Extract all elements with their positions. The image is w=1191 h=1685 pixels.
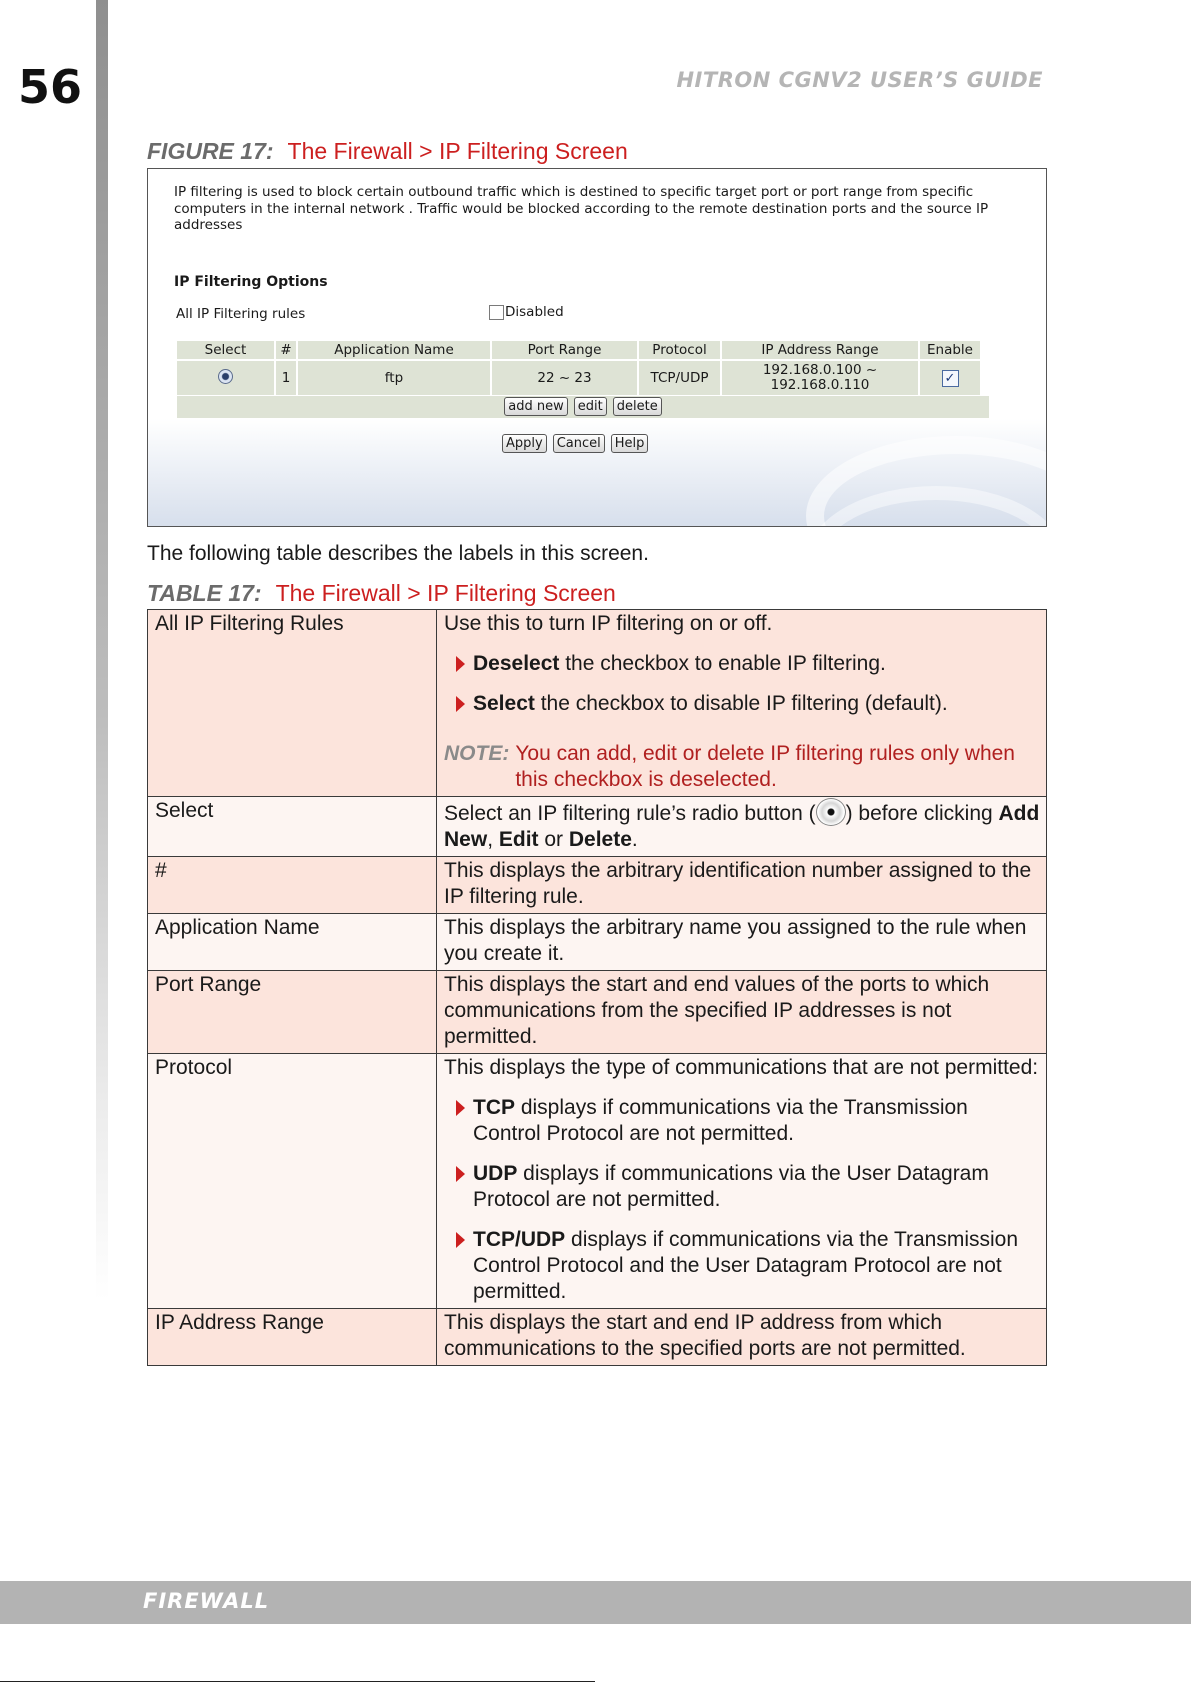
delete-button[interactable]: delete <box>613 397 662 416</box>
disabled-label: Disabled <box>505 304 564 320</box>
rule-button-bar <box>177 396 989 418</box>
table-row <box>148 857 1047 914</box>
bullet-arrow-icon <box>456 1232 465 1248</box>
bottom-rule <box>0 1681 595 1682</box>
column-header: Protocol <box>639 341 720 359</box>
rule-protocol: TCP/UDP <box>639 361 720 395</box>
ip-filtering-screenshot <box>147 168 1047 527</box>
column-header: Application Name <box>298 341 490 359</box>
bullet-arrow-icon <box>456 656 465 672</box>
radio-button-icon <box>816 798 846 826</box>
keyword-delete: Delete <box>568 828 632 851</box>
rule-app-name: ftp <box>298 361 490 395</box>
row-label: Select <box>148 797 437 857</box>
keyword-add-new: Add New <box>444 802 1040 851</box>
row-label: Application Name <box>148 914 437 971</box>
bullet-keyword: Deselect <box>473 652 560 675</box>
table-row <box>148 610 1047 797</box>
column-header: IP Address Range <box>722 341 918 359</box>
note-text: You can add, edit or delete IP filtering rules only when this checkbox is deselected. <box>515 742 1015 791</box>
bullet-arrow-icon <box>456 696 465 712</box>
table-intro-sentence: The following table describes the labels in this screen. <box>147 542 649 565</box>
bullet-text: displays if communications via the Transmission Control Protocol and the User Datagram Protocol are not permitted. <box>473 1228 1019 1303</box>
bullet-text: the checkbox to enable IP filtering. <box>559 652 886 675</box>
row-label: All IP Filtering Rules <box>148 610 437 797</box>
edit-button[interactable]: edit <box>574 397 607 416</box>
keyword-edit: Edit <box>498 828 539 851</box>
note-label: NOTE: <box>444 742 510 765</box>
bullet-item <box>444 691 1040 717</box>
bullet-keyword: TCP <box>473 1096 515 1119</box>
table-row <box>148 1054 1047 1309</box>
table-row <box>148 971 1047 1054</box>
side-bar-decoration <box>96 0 108 1300</box>
cancel-button[interactable]: Cancel <box>553 434 605 453</box>
apply-button[interactable]: Apply <box>502 434 547 453</box>
description-text: This displays the type of communications that are not permitted: <box>444 1056 1039 1079</box>
row-label: # <box>148 857 437 914</box>
rule-number: 1 <box>276 361 296 395</box>
select-cell <box>177 361 274 395</box>
rule-port-range: 22 ~ 23 <box>492 361 637 395</box>
table-row <box>148 797 1047 857</box>
column-header: Port Range <box>492 341 637 359</box>
column-header: Select <box>177 341 274 359</box>
footer-chapter-title: FIREWALL <box>143 1589 270 1613</box>
label-description-table <box>147 609 1047 1366</box>
row-description: This displays the arbitrary name you assigned to the rule when you create it. <box>437 914 1047 971</box>
description-text: Select an IP filtering rule’s radio button ( <box>444 802 816 825</box>
column-header: Enable <box>920 341 980 359</box>
row-label: Protocol <box>148 1054 437 1309</box>
bullet-keyword: Select <box>473 692 535 715</box>
row-description <box>437 610 1047 797</box>
row-description: This displays the start and end values of the ports to which communications from the specified IP addresses is not permitted. <box>437 971 1047 1054</box>
bullet-text: displays if communications via the User Datagram Protocol are not permitted. <box>473 1162 989 1211</box>
action-buttons <box>502 434 648 453</box>
rules-table <box>175 339 982 397</box>
bullet-keyword: TCP/UDP <box>473 1228 566 1251</box>
bullet-item <box>444 1095 1040 1147</box>
section-title: IP Filtering Options <box>174 274 328 290</box>
description-text: Use this to turn IP filtering on or off. <box>444 612 773 635</box>
table-row <box>148 914 1047 971</box>
bullet-keyword: UDP <box>473 1162 518 1185</box>
row-description <box>437 1054 1047 1309</box>
all-rules-label: All IP Filtering rules <box>176 306 306 322</box>
description-text: or <box>538 828 569 851</box>
bullet-arrow-icon <box>456 1166 465 1182</box>
figure-label: FIGURE 17: <box>147 138 274 164</box>
enable-cell <box>920 361 980 395</box>
description-text: , <box>487 828 499 851</box>
bullet-text: the checkbox to disable IP filtering (default). <box>534 692 948 715</box>
row-label: Port Range <box>148 971 437 1054</box>
row-description: This displays the start and end IP address from which communications to the specified ports are not permitted. <box>437 1309 1047 1366</box>
disabled-checkbox[interactable] <box>489 305 504 320</box>
table-row <box>148 1309 1047 1366</box>
bullet-item <box>444 651 1040 677</box>
page-number: 56 <box>18 60 83 114</box>
bullet-text: displays if communications via the Transmission Control Protocol are not permitted. <box>473 1096 968 1145</box>
bullet-arrow-icon <box>456 1100 465 1116</box>
select-radio-button[interactable] <box>218 369 233 384</box>
table-title: The Firewall > IP Filtering Screen <box>275 580 616 606</box>
figure-caption <box>147 138 628 165</box>
description-text: . <box>631 828 638 851</box>
enable-checkbox[interactable]: ✓ <box>942 370 959 387</box>
screen-intro-text: IP filtering is used to block certain outbound traffic which is destined to specific target port or port range from specific computers in the internal network . Traffic would be blocked according to the remote destination ports and the source IP addresses <box>174 184 989 233</box>
bullet-item <box>444 1227 1040 1305</box>
figure-title: The Firewall > IP Filtering Screen <box>287 138 628 164</box>
add-new-button[interactable]: add new <box>504 397 567 416</box>
table-caption <box>147 580 616 607</box>
rule-ip-range: 192.168.0.100 ~ 192.168.0.110 <box>722 361 918 395</box>
bullet-item <box>444 1161 1040 1213</box>
row-label: IP Address Range <box>148 1309 437 1366</box>
table-row <box>177 361 980 395</box>
rules-table-header <box>177 341 980 359</box>
column-header: # <box>276 341 296 359</box>
running-head: HITRON CGNV2 USER’S GUIDE <box>676 68 1043 92</box>
row-description <box>437 797 1047 857</box>
row-description: This displays the arbitrary identification number assigned to the IP filtering rule. <box>437 857 1047 914</box>
disabled-option <box>489 304 564 320</box>
description-text: ) before clicking <box>845 802 999 825</box>
note <box>444 741 1040 793</box>
help-button[interactable]: Help <box>611 434 649 453</box>
table-label: TABLE 17: <box>147 580 262 606</box>
